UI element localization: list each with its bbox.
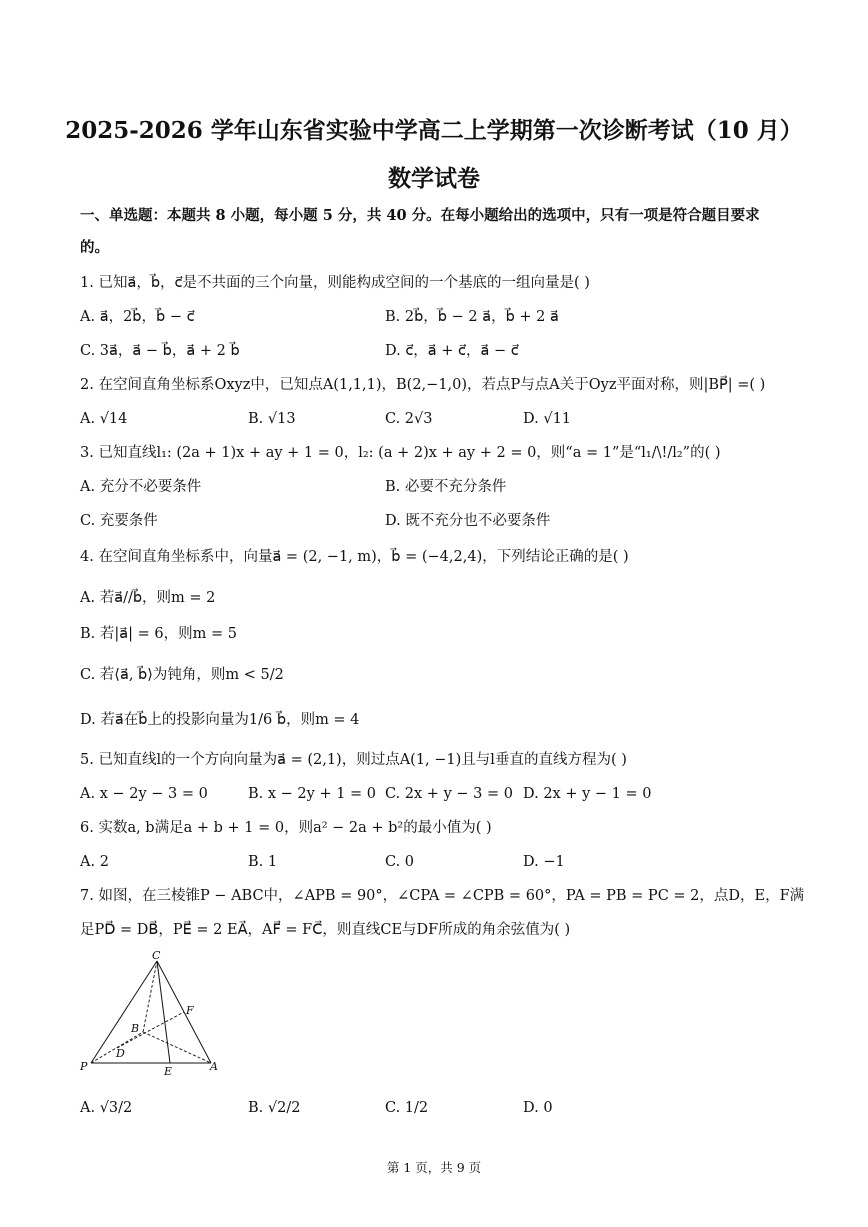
q5-option-c[interactable]: C. 2x + y − 3 = 0	[385, 786, 513, 802]
q6-stem: 6. 实数a, b满足a + b + 1 = 0，则a² − 2a + b²的最小值为( )	[80, 820, 492, 836]
q7-option-d[interactable]: D. 0	[523, 1100, 553, 1116]
q6-option-b[interactable]: B. 1	[248, 854, 278, 870]
q2-option-b[interactable]: B. √13	[248, 411, 296, 427]
segment-df	[117, 1012, 184, 1048]
section-heading-line1: 一、单选题：本题共 8 小题，每小题 5 分，共 40 分。在每小题给出的选项中，只有一项是符合题目要求	[80, 207, 760, 224]
q4-option-b[interactable]: B. 若|a⃗| = 6，则m = 5	[80, 626, 237, 642]
label-f: F	[186, 1004, 194, 1017]
q5-stem: 5. 已知直线l的一个方向向量为a⃗ = (2,1)，则过点A(1, −1)且与l垂直的直线方程为( )	[80, 752, 627, 768]
q6-option-d[interactable]: D. −1	[523, 854, 565, 870]
label-d: D	[116, 1047, 125, 1060]
page-footer: 第 1 页，共 9 页	[386, 1160, 482, 1175]
q2-option-a[interactable]: A. √14	[80, 411, 128, 427]
q4-stem: 4. 在空间直角坐标系中，向量a⃗ = (2, −1, m)，b⃗ = (−4,2,4)，下列结论正确的是( )	[80, 549, 629, 565]
q1-option-b[interactable]: B. 2b⃗，b⃗ − 2 a⃗，b⃗ + 2 a⃗	[385, 309, 559, 325]
q5-option-b[interactable]: B. x − 2y + 1 = 0	[248, 786, 377, 802]
label-a: A	[210, 1060, 218, 1073]
q7-option-b[interactable]: B. √2/2	[248, 1100, 301, 1116]
q4-option-c[interactable]: C. 若⟨a⃗, b⃗⟩为钝角，则m < 5/2	[80, 667, 284, 683]
q6-option-a[interactable]: A. 2	[80, 854, 109, 870]
tetrahedron-figure	[78, 950, 228, 1080]
q2-stem: 2. 在空间直角坐标系Oxyz中，已知点A(1,1,1)，B(2,−1,0)，若点P与点A关于Oyz平面对称，则|BP⃗| =( )	[80, 377, 766, 393]
q4-option-d[interactable]: D. 若a⃗在b⃗上的投影向量为1/6 b⃗，则m = 4	[80, 712, 360, 728]
label-c: C	[152, 950, 161, 962]
q2-option-d[interactable]: D. √11	[523, 411, 572, 427]
q7-option-a[interactable]: A. √3/2	[80, 1100, 133, 1116]
q5-option-d[interactable]: D. 2x + y − 1 = 0	[523, 786, 652, 802]
q1-option-d[interactable]: D. c⃗，a⃗ + c⃗，a⃗ − c⃗	[385, 343, 519, 359]
q1-stem: 1. 已知a⃗，b⃗，c⃗是不共面的三个向量，则能构成空间的一个基底的一组向量是( )	[80, 275, 590, 291]
q3-option-b[interactable]: B. 必要不充分条件	[385, 479, 507, 495]
q3-stem: 3. 已知直线l₁: (2a + 1)x + ay + 1 = 0，l₂: (a + 2)x + ay + 2 = 0，则“a = 1”是“l₁/\!/l₂”的( )	[80, 445, 721, 461]
q2-option-c[interactable]: C. 2√3	[385, 411, 433, 427]
exam-title: 2025-2026 学年山东省实验中学高二上学期第一次诊断考试（10 月）	[65, 117, 803, 144]
q3-option-d[interactable]: D. 既不充分也不必要条件	[385, 513, 551, 529]
segment-ce	[157, 961, 170, 1063]
q4-option-a[interactable]: A. 若a⃗//b⃗，则m = 2	[80, 590, 216, 606]
edge-ba	[143, 1032, 211, 1063]
q3-option-a[interactable]: A. 充分不必要条件	[80, 479, 202, 495]
q7-option-c[interactable]: C. 1/2	[385, 1100, 429, 1116]
q1-option-c[interactable]: C. 3a⃗，a⃗ − b⃗，a⃗ + 2 b⃗	[80, 343, 240, 359]
exam-subtitle: 数学试卷	[388, 165, 480, 192]
section-heading-line2: 的。	[80, 239, 109, 256]
q6-option-c[interactable]: C. 0	[385, 854, 415, 870]
q3-option-c[interactable]: C. 充要条件	[80, 513, 158, 529]
label-p: P	[80, 1060, 88, 1073]
label-e: E	[164, 1065, 173, 1078]
q1-option-a[interactable]: A. a⃗，2b⃗，b⃗ − c⃗	[80, 309, 195, 325]
q5-option-a[interactable]: A. x − 2y − 3 = 0	[80, 786, 208, 802]
q7-stem-line2: 足PD⃗ = DB⃗，PE⃗ = 2 EA⃗，AF⃗ = FC⃗，则直线CE与DF所成的角余弦值为( )	[80, 922, 571, 938]
label-b: B	[131, 1022, 140, 1035]
q7-stem-line1: 7. 如图，在三棱锥P − ABC中，∠APB = 90°，∠CPA = ∠CPB = 60°，PA = PB = PC = 2，点D，E，F满	[80, 888, 805, 904]
